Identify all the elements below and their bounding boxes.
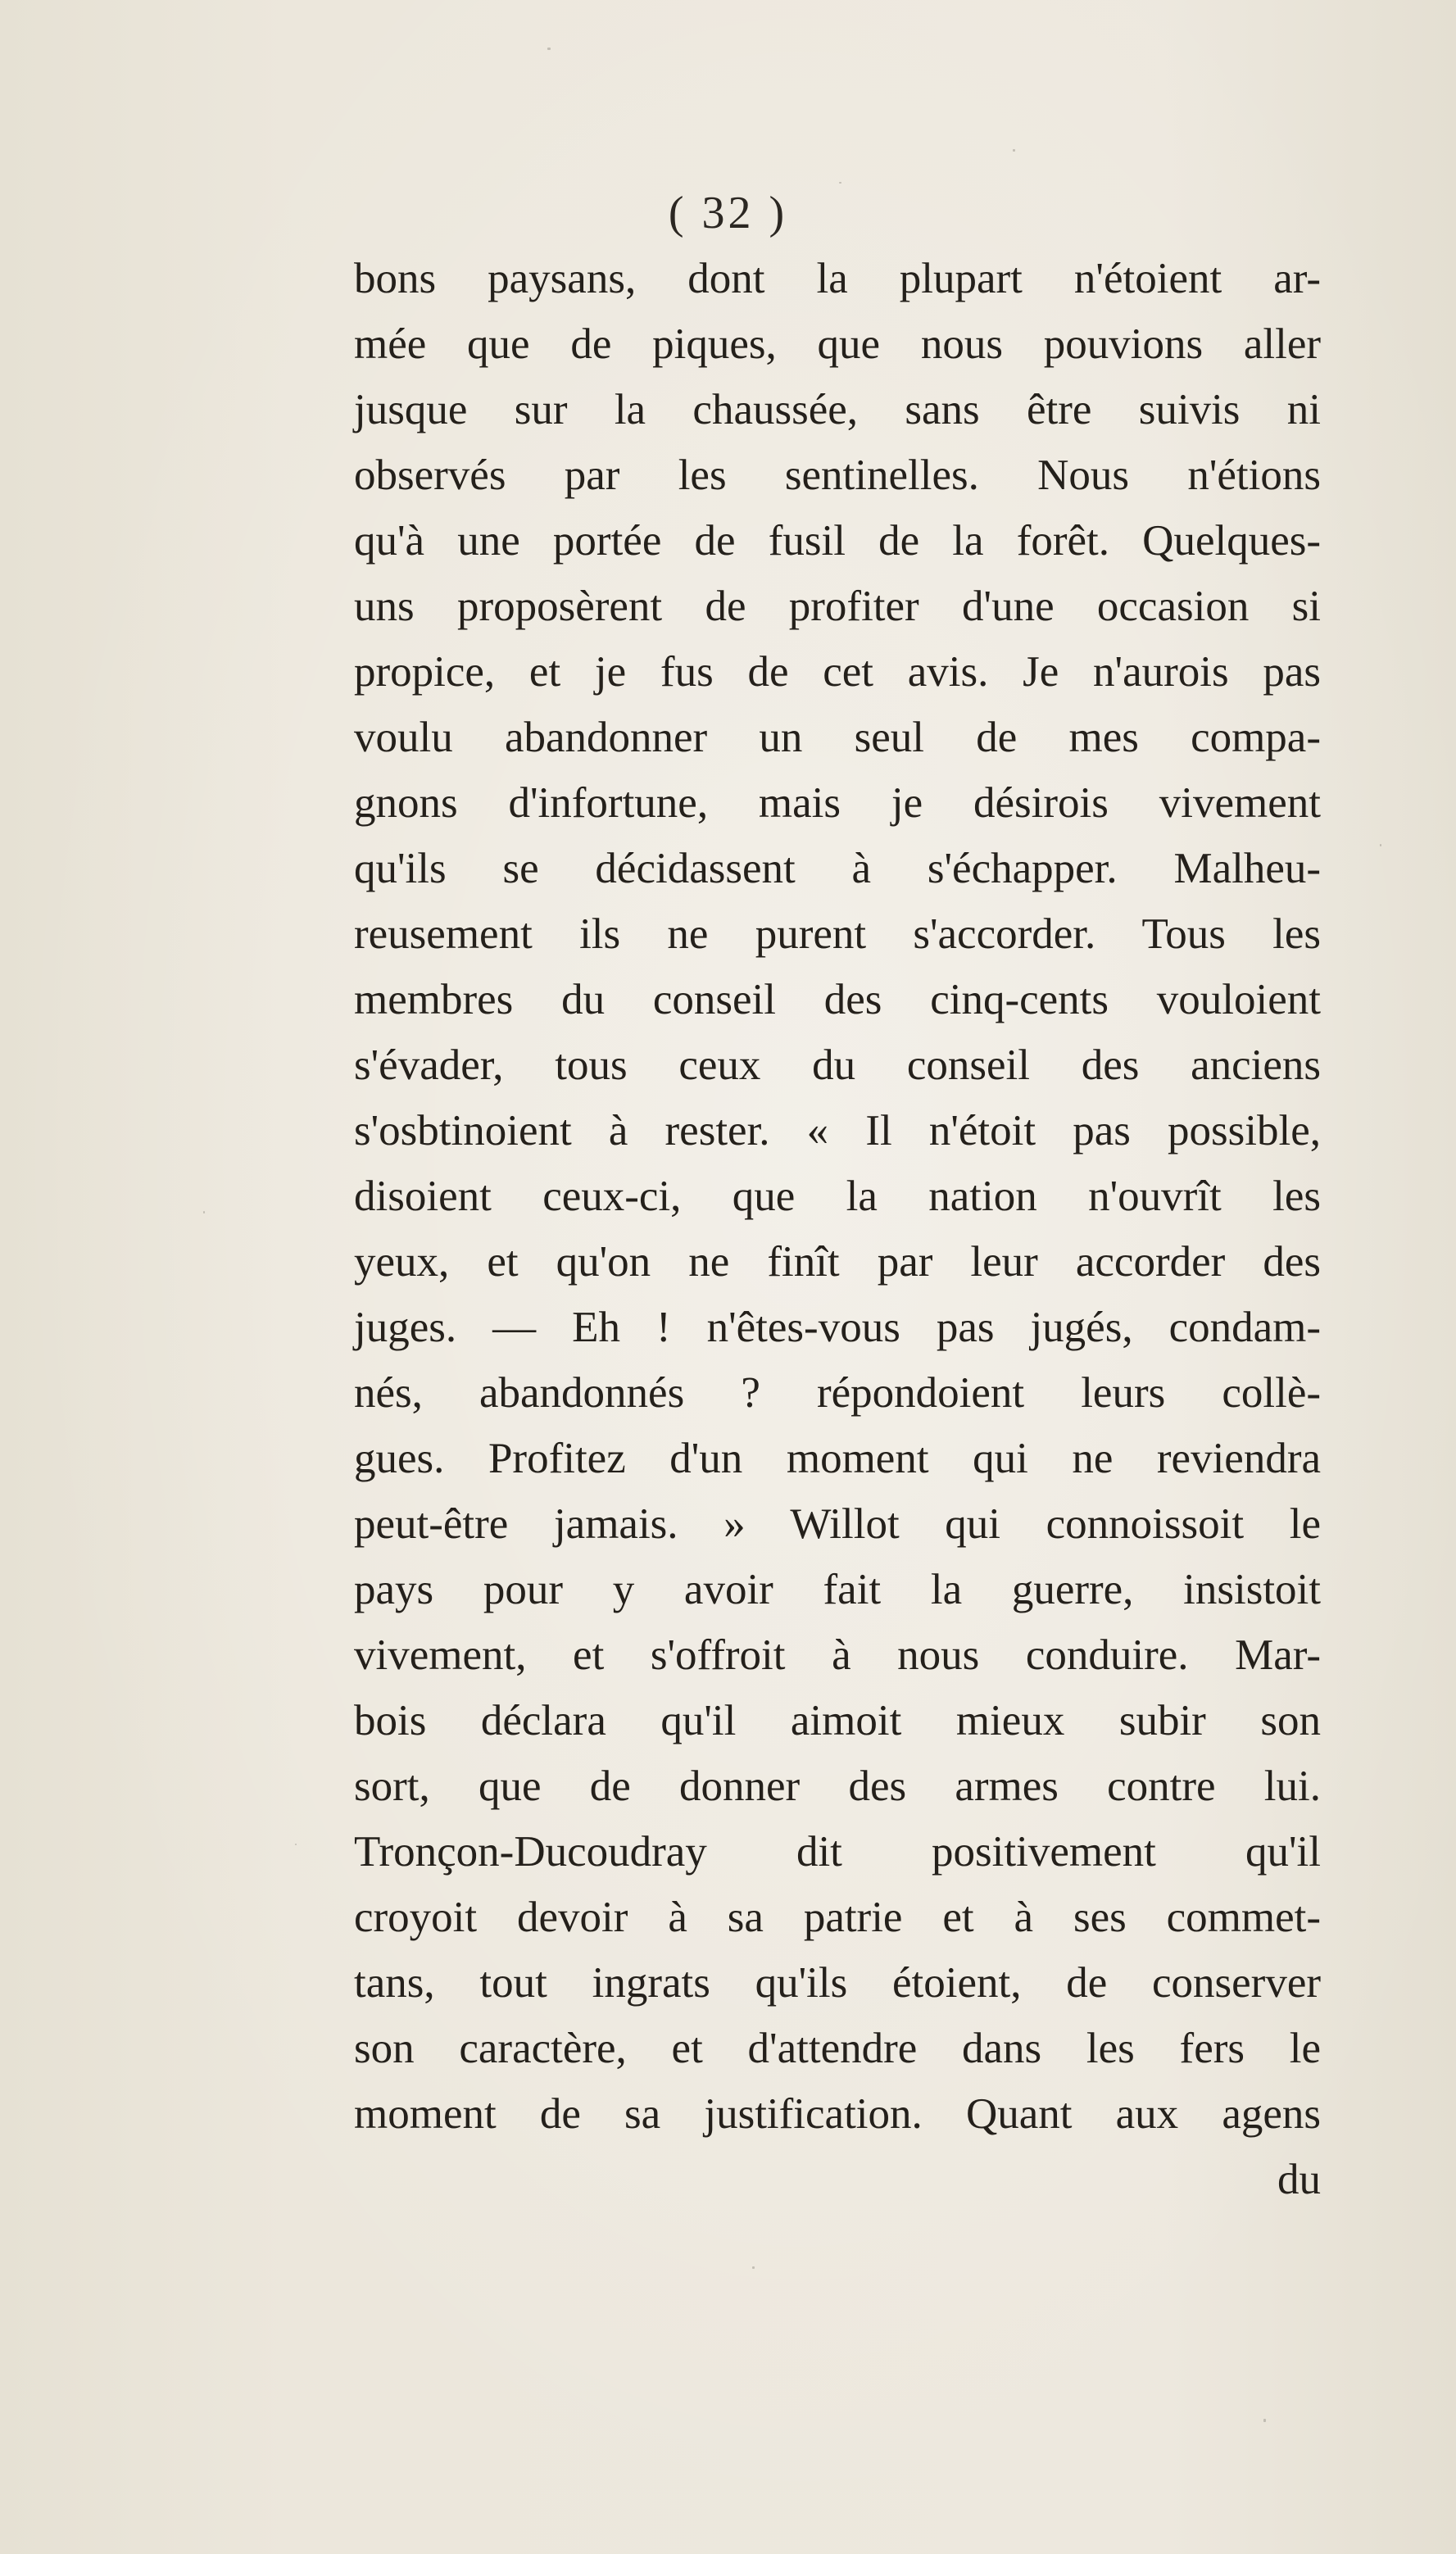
page-number: ( 32 ) bbox=[668, 188, 788, 238]
paper-speck bbox=[1013, 149, 1015, 152]
text-line: moment de sa justification. Quant aux agens bbox=[354, 2090, 1321, 2138]
text-line: s'évader, tous ceux du conseil des anciens bbox=[354, 1041, 1321, 1089]
text-line: pays pour y avoir fait la guerre, insistoit bbox=[354, 1566, 1321, 1613]
text-line: croyoit devoir à sa patrie et à ses commet- bbox=[354, 1894, 1321, 1941]
paper-speck bbox=[547, 48, 551, 50]
text-line: reusement ils ne purent s'accorder. Tous les bbox=[354, 910, 1321, 958]
text-line: jusque sur la chaussée, sans être suivis ni bbox=[354, 386, 1321, 433]
text-line: sort, que de donner des armes contre lui. bbox=[354, 1762, 1321, 1810]
text-line: peut-être jamais. » Willot qui connoissoit le bbox=[354, 1500, 1321, 1548]
text-line: qu'ils se décidassent à s'échapper. Malheu- bbox=[354, 845, 1321, 892]
text-line: qu'à une portée de fusil de la forêt. Quelques- bbox=[354, 517, 1321, 565]
text-line: vivement, et s'offroit à nous conduire. Mar- bbox=[354, 1631, 1321, 1679]
text-line: yeux, et qu'on ne finît par leur accorder des bbox=[354, 1238, 1321, 1286]
text-line: son caractère, et d'attendre dans les fers le bbox=[354, 2025, 1321, 2072]
text-line: gnons d'infortune, mais je désirois vivement bbox=[354, 779, 1321, 827]
text-line: disoient ceux-ci, que la nation n'ouvrît les bbox=[354, 1173, 1321, 1220]
text-line: observés par les sentinelles. Nous n'étions bbox=[354, 451, 1321, 499]
text-line: mée que de piques, que nous pouvions aller bbox=[354, 320, 1321, 368]
paper-speck bbox=[1380, 844, 1381, 846]
text-line: bons paysans, dont la plupart n'étoient ar- bbox=[354, 255, 1321, 302]
text-line: voulu abandonner un seul de mes compa- bbox=[354, 714, 1321, 761]
text-line: tans, tout ingrats qu'ils étoient, de conserver bbox=[354, 1959, 1321, 2007]
text-line: membres du conseil des cinq-cents vouloient bbox=[354, 976, 1321, 1023]
paper-speck bbox=[1263, 2419, 1266, 2422]
paper-speck bbox=[203, 1211, 205, 1213]
text-line: propice, et je fus de cet avis. Je n'aurois pas bbox=[354, 648, 1321, 696]
paper-speck bbox=[839, 182, 841, 184]
text-line: uns proposèrent de profiter d'une occasion si bbox=[354, 583, 1321, 630]
paper-speck bbox=[295, 1844, 297, 1845]
catchword: du bbox=[1277, 2156, 1321, 2203]
text-line: gues. Profitez d'un moment qui ne reviendra bbox=[354, 1435, 1321, 1482]
text-line: s'osbtinoient à rester. « Il n'étoit pas possible, bbox=[354, 1107, 1321, 1155]
body-text bbox=[354, 246, 1321, 2212]
paper-speck bbox=[752, 2266, 755, 2269]
text-line: nés, abandonnés ? répondoient leurs collè- bbox=[354, 1369, 1321, 1417]
text-line: bois déclara qu'il aimoit mieux subir son bbox=[354, 1697, 1321, 1744]
text-line: juges. — Eh ! n'êtes-vous pas jugés, condam- bbox=[354, 1304, 1321, 1351]
text-line: Tronçon-Ducoudray dit positivement qu'il bbox=[354, 1828, 1321, 1876]
